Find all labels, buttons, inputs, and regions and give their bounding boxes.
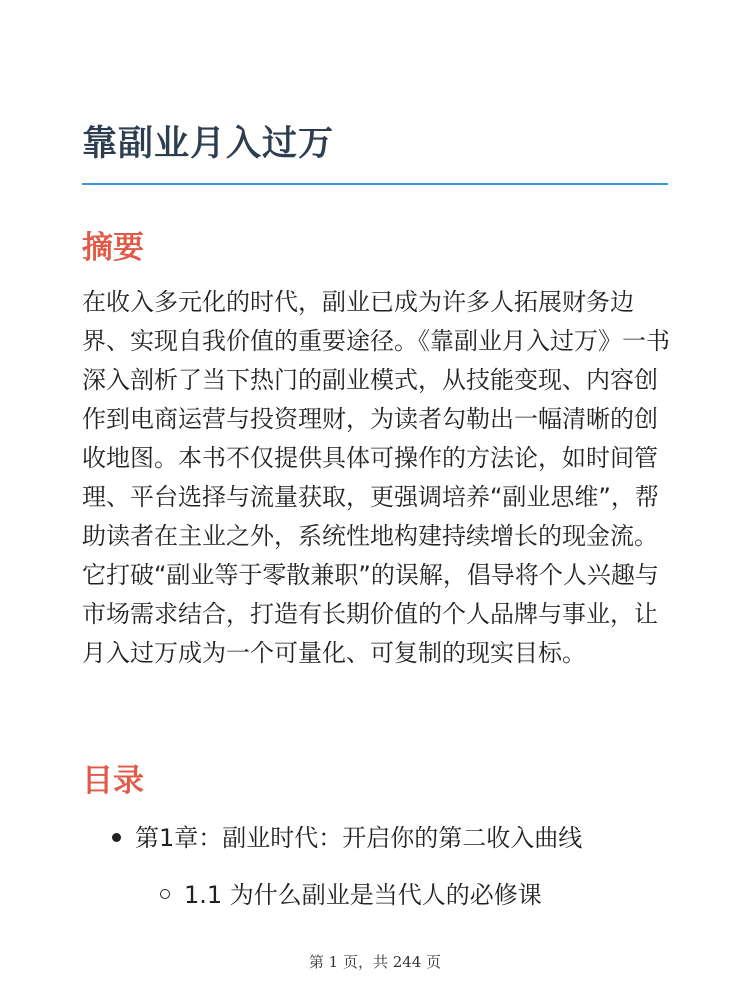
- title-divider: [82, 183, 668, 185]
- toc-heading: 目录: [82, 763, 144, 799]
- summary-paragraph: 在收入多元化的时代，副业已成为许多人拓展财务边界、实现自我价值的重要途径。《靠副业月入过万》一书深入剖析了当下热门的副业模式，从技能变现、内容创作到电商运营与投资理财，为读者勾勒出一幅清晰的创收地图。本书不仅提供具体可操作的方法论，如时间管理、平台选择与流量获取，更强调培养“副业思维”，帮助读者在主业之外，系统性地构建持续增长的现金流。它打破“副业等于零散兼职”的误解，倡导将个人兴趣与市场需求结合，打造有长期价值的个人品牌与事业，让月入过万成为一个可量化、可复制的现实目标。: [82, 288, 670, 667]
- bullet-circle-icon: [160, 889, 170, 899]
- toc-item-section-1-1[interactable]: [160, 875, 542, 910]
- bullet-disc-icon: [112, 833, 121, 842]
- page-footer: 第 1 页，共 244 页: [308, 953, 442, 971]
- toc-item-label: 第1章：副业时代：开启你的第二收入曲线: [135, 824, 583, 852]
- summary-heading: 摘要: [82, 230, 144, 266]
- document-title: 靠副业月入过万: [82, 124, 335, 164]
- toc-item-chapter-1[interactable]: [112, 818, 582, 853]
- toc-item-label: 1.1 为什么副业是当代人的必修课: [184, 881, 542, 909]
